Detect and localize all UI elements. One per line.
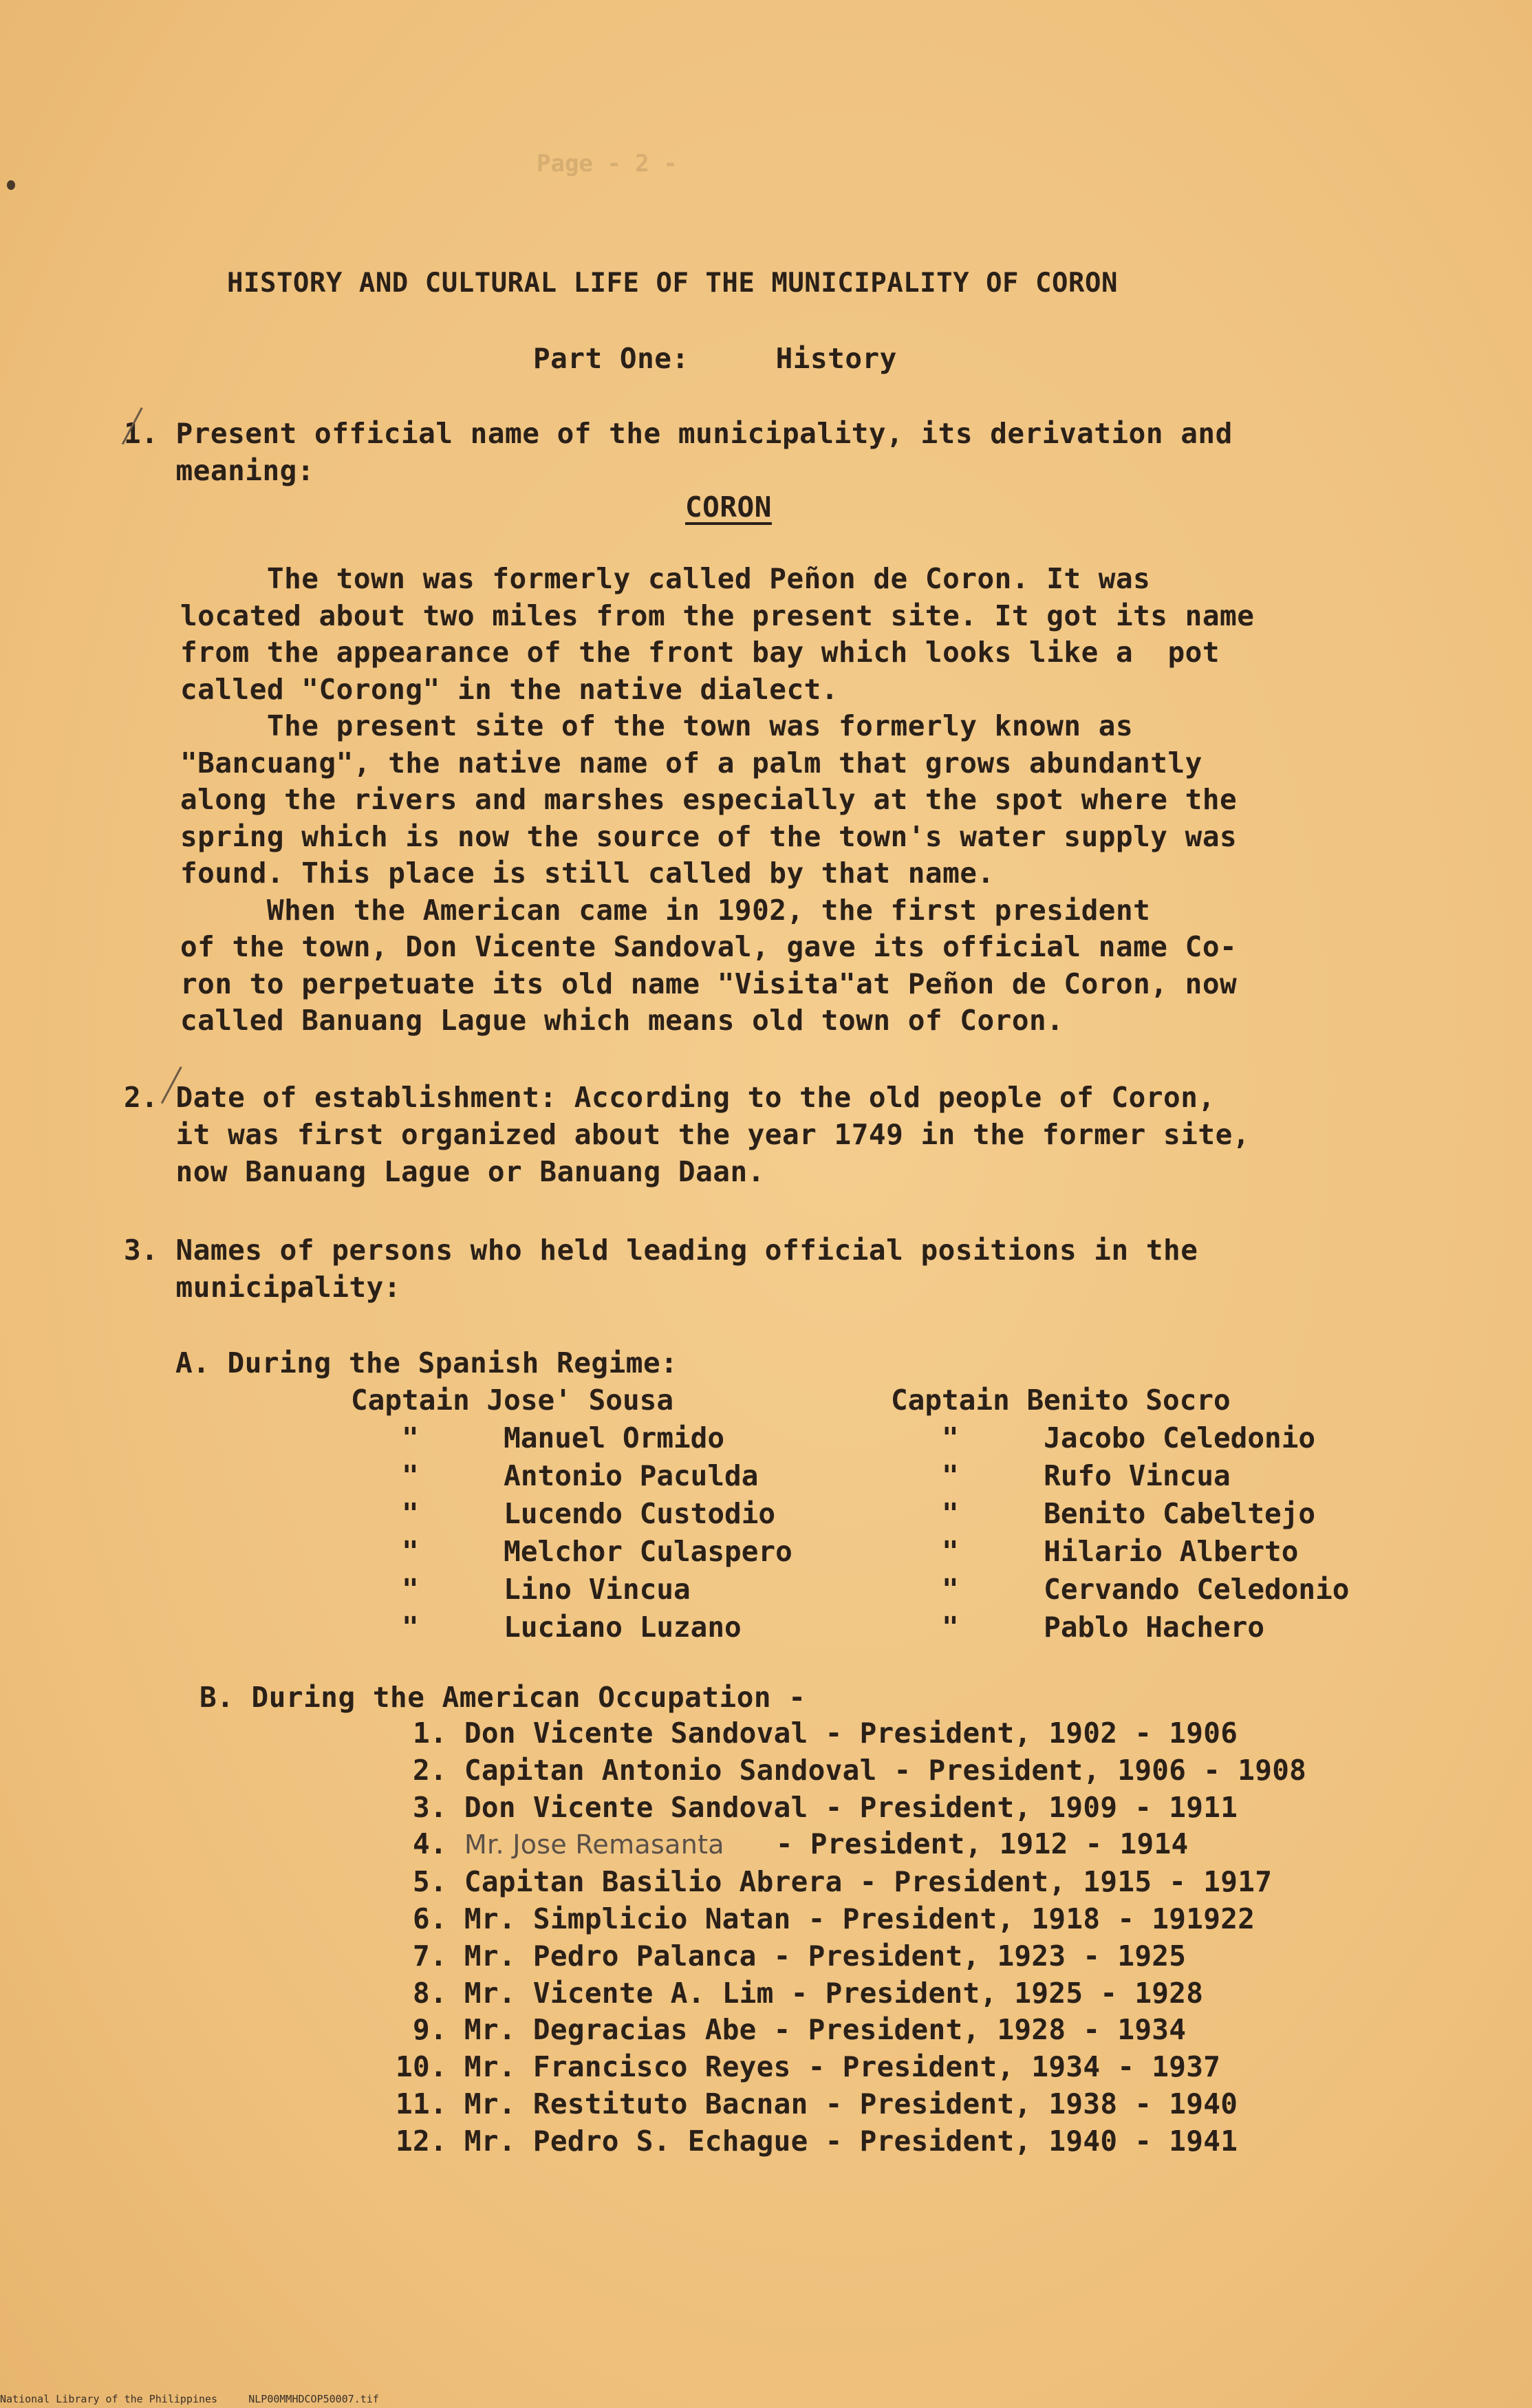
paragraph-line: found. This place is still called by that name. [180, 857, 995, 890]
official-name: " Rufo Vincua [891, 1459, 1231, 1492]
question-1-line-2: meaning: [124, 454, 315, 487]
inserted-name: Mr. Jose Remasanta [464, 1829, 724, 1860]
president-entry: 6. Mr. Simplicio Natan - President, 1918 - 191922 [396, 1902, 1255, 1935]
president-entry: 11. Mr. Restituto Bacnan - President, 1938 - 1940 [396, 2087, 1238, 2120]
paragraph-line: of the town, Don Vicente Sandoval, gave its official name Co- [180, 930, 1238, 963]
paragraph-line: called "Corong" in the native dialect. [180, 672, 839, 706]
american-occupation-heading: B. During the American Occupation - [199, 1681, 806, 1714]
official-name: " Pablo Hachero [891, 1611, 1265, 1644]
paragraph-line: "Bancuang", the native name of a palm that grows abundantly [180, 746, 1202, 780]
president-entry: 8. Mr. Vicente A. Lim - President, 1925 - 1928 [396, 1976, 1204, 2010]
official-name: " Lino Vincua [351, 1573, 691, 1606]
paragraph-line: ron to perpetuate its old name "Visita"at Peñon de Coron, now [180, 967, 1238, 1000]
question-2-line-2: it was first organized about the year 1749 in the former site, [124, 1118, 1250, 1151]
president-entry: 1. Don Vicente Sandoval - President, 1902 - 1906 [396, 1717, 1238, 1750]
entry-rest: - President, 1912 - 1914 [724, 1827, 1189, 1861]
question-3-line-1: 3. Names of persons who held leading official positions in the [124, 1234, 1198, 1267]
paragraph-line: called Banuang Lague which means old town of Coron. [180, 1004, 1064, 1037]
american-presidents-list [396, 1715, 1306, 2160]
official-name: Captain Jose' Sousa [351, 1384, 673, 1417]
president-entry: 10. Mr. Francisco Reyes - President, 1934 - 1937 [396, 2050, 1221, 2084]
history-paragraph [180, 561, 1405, 1040]
paragraph-line: along the rivers and marshes especially at the spot where the [180, 783, 1238, 816]
official-name: " Hilario Alberto [891, 1535, 1299, 1568]
paragraph-line: from the appearance of the front bay which looks like a pot [180, 636, 1220, 669]
paragraph-line: The present site of the town was formerly known as [180, 709, 1134, 742]
entry-number: 4. [396, 1827, 464, 1861]
official-name: " Antonio Paculda [351, 1459, 759, 1492]
official-name: " Luciano Luzano [351, 1611, 742, 1644]
president-entry: 12. Mr. Pedro S. Echague - President, 1940 - 1941 [396, 2124, 1238, 2158]
official-name: " Cervando Celedonio [891, 1573, 1350, 1606]
official-name: " Manuel Ormido [351, 1421, 725, 1454]
ink-spot [7, 180, 15, 190]
archive-footer: National Library of the Philippines NLP00MMHDCOP50007.tif [0, 2393, 379, 2405]
president-entry: 2. Capitan Antonio Sandoval - President, 1906 - 1908 [396, 1753, 1307, 1787]
question-3-line-2: municipality: [124, 1271, 401, 1304]
municipality-name: CORON [685, 491, 772, 524]
paragraph-line: located about two miles from the present site. It got its name [180, 599, 1255, 632]
question-2-line-3: now Banuang Lague or Banuang Daan. [124, 1155, 765, 1188]
president-entry: 9. Mr. Degracias Abe - President, 1928 - 1934 [396, 2013, 1187, 2047]
paragraph-line: spring which is now the source of the town's water supply was [180, 819, 1238, 853]
president-entry: 5. Capitan Basilio Abrera - President, 1915 - 1917 [396, 1865, 1273, 1899]
official-name: " Melchor Culaspero [351, 1535, 792, 1568]
official-name: " Benito Cabeltejo [891, 1497, 1316, 1530]
official-name: Captain Benito Socro [891, 1384, 1231, 1417]
question-2-line-1: 2. Date of establishment: According to the old people of Coron, [124, 1081, 1216, 1114]
document-title: HISTORY AND CULTURAL LIFE OF THE MUNICIPALITY OF CORON [227, 268, 1118, 299]
official-name: " Jacobo Celedonio [891, 1421, 1316, 1454]
president-entry: 3. Don Vicente Sandoval - President, 1909 - 1911 [396, 1790, 1238, 1824]
paragraph-line: The town was formerly called Peñon de Coron. It was [180, 562, 1151, 595]
bleed-through-text: Page - 2 - [537, 150, 678, 178]
president-entry: 7. Mr. Pedro Palanca - President, 1923 - 1925 [396, 1939, 1187, 1972]
part-heading: Part One: History [533, 342, 897, 375]
question-1-line-1: 1. Present official name of the municipality, its derivation and [124, 417, 1233, 450]
president-entry [396, 1826, 1306, 1864]
official-name: " Lucendo Custodio [351, 1497, 776, 1530]
paragraph-line: When the American came in 1902, the first president [180, 893, 1151, 927]
spanish-regime-heading: A. During the Spanish Regime: [175, 1346, 678, 1379]
